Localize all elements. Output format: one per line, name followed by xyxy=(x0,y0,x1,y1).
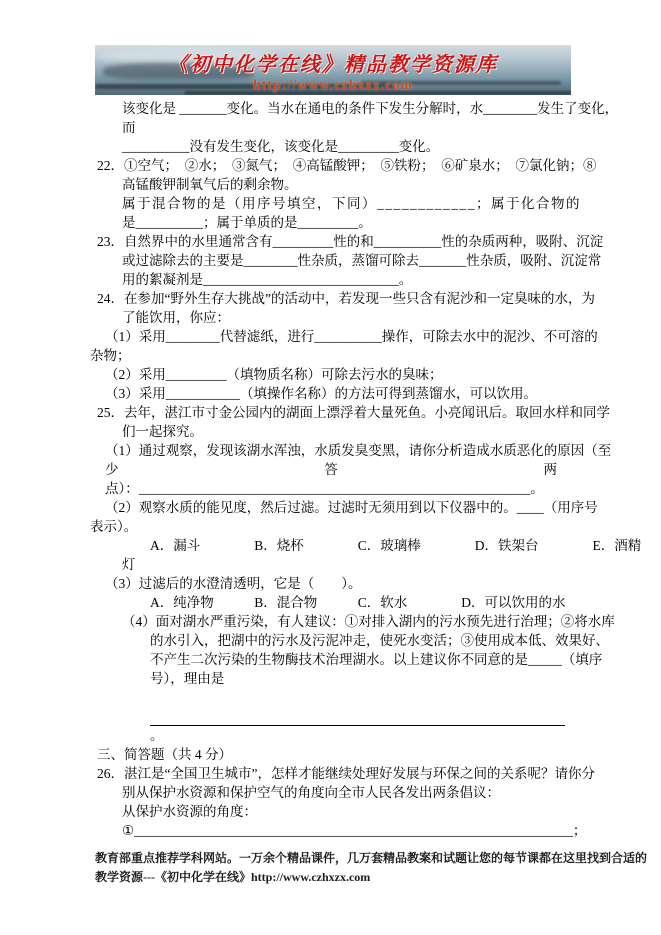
question-25-part-4-line-4: 号），理由是 xyxy=(150,671,225,686)
question-25-part-2-option-wrap: 灯 xyxy=(122,557,136,572)
section-3-heading: 三、简答题（共 4 分） xyxy=(97,747,232,762)
question-25-part-3: （3）过滤后的水澄清透明，它是（ ）。 xyxy=(105,576,362,591)
question-26-line-2: 别从保护水资源和保护空气的角度向全市人民各发出两条倡议： xyxy=(122,785,500,800)
question-26-line-1: 26．湛江是“全国卫生城市”，怎样才能继续处理好发展与环保之间的关系呢？请你分 xyxy=(97,766,595,781)
question-25-part-4-line-1: （4）面对湖水严重污染，有人建议：①对排入湖内的污水预先进行治理；②将水库 xyxy=(122,614,615,629)
question-22-line-2: 高锰酸钾制氧气后的剩余物。 xyxy=(122,177,298,192)
question-24-part-2: （2）采用_________（填物质名称）可除去污水的臭味； xyxy=(105,367,443,382)
question-24-part-1-wrap: 杂物； xyxy=(90,348,131,363)
question-25-part-2: （2）观察水质的能见度，然后过滤。过滤时无须用到以下仪器中的。____（用序号 xyxy=(105,500,598,515)
question-25-line-1: 25．去年，湛江市寸金公园内的湖面上漂浮着大量死鱼。小亮闻讯后。取回水样和同学 xyxy=(97,405,610,420)
question-25-part-1-justified xyxy=(105,460,557,479)
question-25-part-2-wrap: 表示）。 xyxy=(90,519,138,534)
question-25-part-2-options: A．漏斗 B．烧杯 C．玻璃棒 D．铁架台 E．酒精 xyxy=(150,538,642,553)
question-26-line-3: 从保护水资源的角度： xyxy=(122,804,257,819)
question-25-part-4-line-3: 不产生二次污染的生物酶技术治理湖水。以上建议你不同意的是_____（填序 xyxy=(150,652,603,667)
question-24-line-1: 24．在参加“野外生存大挑战”的活动中，若发现一些只含有泥沙和一定臭味的水，为 xyxy=(97,291,595,306)
spread-char-da: 答 xyxy=(324,462,338,477)
question-23-line-2: 或过滤除去的主要是________性杂质，蒸馏可除去_______性杂质，吸附、沉淀常 xyxy=(122,253,602,268)
question-25-part-1-blank: 点）：__________________________________________________________。 xyxy=(105,481,544,496)
question-24-part-1: （1）采用________代替滤纸，进行__________操作，可除去水中的泥沙、不可溶的 xyxy=(105,329,598,344)
question-22-line-3: 属于混合物的是（用序号填空，下同）____________；属于化合物的 xyxy=(122,196,581,211)
question-23-line-1: 23．自然界中的水里通常含有_________性的和__________性的杂质两种，吸附、沉淀 xyxy=(97,234,604,249)
banner-title: 《初中化学在线》精品教学资源库 xyxy=(168,54,498,76)
footer-line-2: 教学资源---《初中化学在线》http://www.czhxzx.com xyxy=(95,870,371,884)
question-25-part-4-line-2: 的水引入，把湖中的污水及污泥冲走，使死水变活；③使用成本低、效果好、 xyxy=(150,633,609,648)
banner-url-link[interactable]: http://www.czhxzx.com xyxy=(252,78,414,93)
question-25-line-2: 们一起探究。 xyxy=(122,424,203,439)
spread-char-liang: 两 xyxy=(543,462,557,477)
intro-line-2: 而 xyxy=(122,120,136,135)
spacer-row xyxy=(90,688,572,707)
promo-footer xyxy=(95,849,648,887)
worksheet-body xyxy=(90,99,642,840)
question-26-blank-1: ①_________________________________________________________________； xyxy=(122,823,587,838)
intro-line-3: __________没有发生变化，该变化是_________变化。 xyxy=(122,139,440,154)
site-banner xyxy=(95,45,571,95)
question-24-line-2: 了能饮用，你应： xyxy=(122,310,230,325)
question-25-part-1: （1）通过观察，发现该湖水浑浊，水质发臭变黑，请你分析造成水质恶化的原因（至 xyxy=(105,443,612,458)
footer-line-1: 教育部重点推荐学科网站。一万余个精品课件，几万套精品教案和试题让您的每节课都在这里找到合适的 xyxy=(95,851,648,865)
question-24-part-3: （3）采用___________（填操作名称）的方法可得到蒸馏水，可以饮用。 xyxy=(105,386,537,401)
answer-blank-line xyxy=(150,707,565,726)
question-25-part-3-options: A．纯净物 B．混合物 C．软水 D．可以饮用的水 xyxy=(150,595,566,610)
question-22-line-1: 22．①空气； ②水； ③氮气； ④高锰酸钾； ⑤铁粉； ⑥矿泉水； ⑦氯化钠；⑧ xyxy=(97,158,597,173)
intro-line-1: 该变化是 _______变化。当水在通电的条件下发生分解时，水________发生了变化， xyxy=(122,101,619,116)
question-22-line-4: 是__________；属于单质的是_________。 xyxy=(122,215,372,230)
question-25-part-4-period: 。 xyxy=(150,728,164,743)
spread-char-shao: 少 xyxy=(105,462,119,477)
question-23-line-3: 用的絮凝剂是_____________________________。 xyxy=(122,272,413,287)
